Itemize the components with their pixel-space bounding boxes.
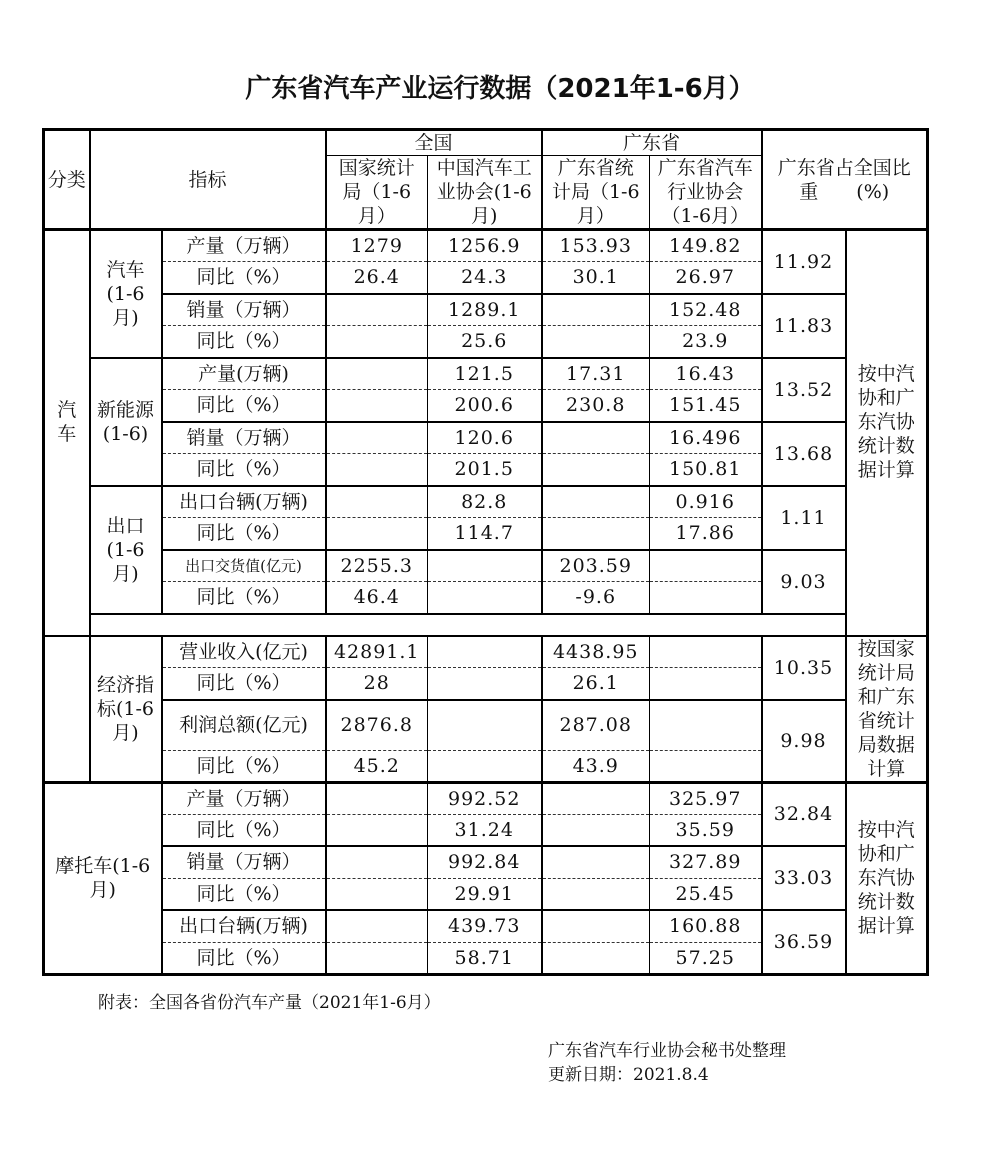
cell-gd-assoc xyxy=(650,550,762,582)
row-label: 出口台辆(万辆) xyxy=(162,486,326,518)
group-econ: 经济指标(1-6月) xyxy=(90,636,162,783)
cell-gd-stats xyxy=(542,814,650,846)
cell-caam: 24.3 xyxy=(428,262,542,294)
header-guangdong: 广东省 xyxy=(542,130,762,156)
row-label: 产量（万辆） xyxy=(162,230,326,262)
cell-caam xyxy=(428,700,542,751)
header-gd-assoc: 广东省汽车行业协会（1-6月） xyxy=(650,156,762,230)
cell-nbs xyxy=(326,878,428,910)
row-label: 出口交货值(亿元) xyxy=(162,550,326,582)
organization-credit: 广东省汽车行业协会秘书处整理 xyxy=(548,1041,786,1061)
row-label: 同比（%） xyxy=(162,326,326,358)
cell-nbs xyxy=(326,846,428,878)
cell-gd-stats xyxy=(542,486,650,518)
cell-gd-assoc: 325.97 xyxy=(650,782,762,814)
spacer-row xyxy=(90,614,846,636)
cell-nbs xyxy=(326,814,428,846)
cell-gd-assoc: 152.48 xyxy=(650,294,762,326)
cell-gd-assoc: 57.25 xyxy=(650,942,762,974)
document-title: 广东省汽车产业运行数据（2021年1-6月） xyxy=(245,74,755,104)
cell-gd-stats xyxy=(542,782,650,814)
cell-nbs xyxy=(326,782,428,814)
cell-caam: 201.5 xyxy=(428,454,542,486)
note-nbs-gd: 按国家统计局和广东省统计局数据计算 xyxy=(846,636,928,783)
row-label: 利润总额(亿元) xyxy=(162,700,326,751)
cell-caam: 31.24 xyxy=(428,814,542,846)
cell-gd-assoc: 150.81 xyxy=(650,454,762,486)
cell-share: 9.03 xyxy=(762,550,846,614)
row-label: 同比（%） xyxy=(162,942,326,974)
row-label: 同比（%） xyxy=(162,518,326,550)
cell-gd-stats xyxy=(542,910,650,942)
cell-share: 11.92 xyxy=(762,230,846,294)
cell-gd-stats: 203.59 xyxy=(542,550,650,582)
group-auto: 汽车 xyxy=(44,230,90,614)
cell-nbs: 2876.8 xyxy=(326,700,428,751)
cell-nbs: 42891.1 xyxy=(326,636,428,668)
group-export: 出口(1-6月) xyxy=(90,486,162,614)
cell-share: 33.03 xyxy=(762,846,846,910)
cell-share: 11.83 xyxy=(762,294,846,358)
cell-gd-assoc: 26.97 xyxy=(650,262,762,294)
cell-gd-stats xyxy=(542,454,650,486)
cell-nbs: 26.4 xyxy=(326,262,428,294)
cell-share: 32.84 xyxy=(762,782,846,846)
cell-gd-assoc: 16.43 xyxy=(650,358,762,390)
row-label: 同比（%） xyxy=(162,454,326,486)
header-category: 分类 xyxy=(44,130,90,230)
cell-caam: 114.7 xyxy=(428,518,542,550)
cell-gd-assoc: 16.496 xyxy=(650,422,762,454)
note-caam-gd: 按中汽协和广东汽协统计数据计算 xyxy=(857,363,915,482)
cell-share: 36.59 xyxy=(762,910,846,974)
row-label: 产量(万辆) xyxy=(162,358,326,390)
cell-nbs xyxy=(326,486,428,518)
cell-caam xyxy=(428,636,542,668)
cell-nbs: 45.2 xyxy=(326,750,428,782)
cell-gd-assoc: 23.9 xyxy=(650,326,762,358)
cell-caam xyxy=(428,582,542,614)
cell-nbs xyxy=(326,518,428,550)
cell-gd-assoc xyxy=(650,700,762,751)
cell-gd-stats: 230.8 xyxy=(542,390,650,422)
cell-nbs xyxy=(326,454,428,486)
row-label: 同比（%） xyxy=(162,390,326,422)
appendix-link[interactable]: 附表：全国各省份汽车产量（2021年1-6月） xyxy=(98,993,441,1013)
cell-caam xyxy=(428,668,542,700)
cell-gd-stats: 4438.95 xyxy=(542,636,650,668)
cell-gd-assoc: 160.88 xyxy=(650,910,762,942)
cell-caam: 58.71 xyxy=(428,942,542,974)
cell-nbs: 1279 xyxy=(326,230,428,262)
cell-share: 13.68 xyxy=(762,422,846,486)
note-moto: 按中汽协和广东汽协统计数据计算 xyxy=(857,819,915,937)
cell-nbs: 28 xyxy=(326,668,428,700)
cell-gd-assoc xyxy=(650,750,762,782)
cell-caam xyxy=(428,550,542,582)
cell-gd-stats xyxy=(542,942,650,974)
cell-caam: 1256.9 xyxy=(428,230,542,262)
header-share: 广东省占全国比重 (%) xyxy=(762,130,928,230)
cell-caam: 992.52 xyxy=(428,782,542,814)
cell-caam: 439.73 xyxy=(428,910,542,942)
cell-caam: 121.5 xyxy=(428,358,542,390)
cell-gd-stats xyxy=(542,326,650,358)
update-date: 更新日期：2021.8.4 xyxy=(548,1065,709,1085)
data-table-wrapper xyxy=(42,128,929,976)
row-label: 销量（万辆） xyxy=(162,294,326,326)
cell-gd-stats: 43.9 xyxy=(542,750,650,782)
row-label: 同比（%） xyxy=(162,262,326,294)
group-moto: 摩托车(1-6月) xyxy=(44,782,162,974)
cell-nbs xyxy=(326,326,428,358)
cell-caam: 1289.1 xyxy=(428,294,542,326)
cell-share: 10.35 xyxy=(762,636,846,700)
cell-gd-assoc: 35.59 xyxy=(650,814,762,846)
cell-caam: 25.6 xyxy=(428,326,542,358)
row-label: 营业收入(亿元) xyxy=(162,636,326,668)
cell-nbs xyxy=(326,910,428,942)
cell-caam: 200.6 xyxy=(428,390,542,422)
cell-gd-assoc: 0.916 xyxy=(650,486,762,518)
cell-caam: 82.8 xyxy=(428,486,542,518)
cell-nbs xyxy=(326,358,428,390)
auto-column-spacer xyxy=(44,614,90,636)
data-table xyxy=(42,128,929,976)
header-caam: 中国汽车工业协会(1-6月) xyxy=(428,156,542,230)
header-nbs: 国家统计局（1-6月） xyxy=(326,156,428,230)
row-label: 同比（%） xyxy=(162,582,326,614)
cell-caam: 120.6 xyxy=(428,422,542,454)
row-label: 同比（%） xyxy=(162,750,326,782)
cell-nbs: 46.4 xyxy=(326,582,428,614)
cell-share: 13.52 xyxy=(762,358,846,422)
cell-nbs xyxy=(326,942,428,974)
cell-gd-stats: 287.08 xyxy=(542,700,650,751)
cell-nbs xyxy=(326,422,428,454)
spacer-note xyxy=(846,614,928,636)
cell-gd-stats: 30.1 xyxy=(542,262,650,294)
cell-gd-assoc: 25.45 xyxy=(650,878,762,910)
cell-gd-assoc xyxy=(650,582,762,614)
cell-gd-stats: 26.1 xyxy=(542,668,650,700)
cell-gd-stats: 17.31 xyxy=(542,358,650,390)
cell-nbs xyxy=(326,294,428,326)
cell-gd-assoc: 17.86 xyxy=(650,518,762,550)
cell-nbs: 2255.3 xyxy=(326,550,428,582)
group-car: 汽车(1-6月) xyxy=(90,230,162,358)
header-gd-stats: 广东省统计局（1-6月） xyxy=(542,156,650,230)
row-label: 产量（万辆） xyxy=(162,782,326,814)
row-label: 同比（%） xyxy=(162,668,326,700)
cell-share: 1.11 xyxy=(762,486,846,550)
cell-gd-assoc xyxy=(650,636,762,668)
row-label: 同比（%） xyxy=(162,814,326,846)
cell-share: 9.98 xyxy=(762,700,846,783)
cell-gd-assoc: 149.82 xyxy=(650,230,762,262)
cell-gd-stats xyxy=(542,294,650,326)
cell-caam: 29.91 xyxy=(428,878,542,910)
cell-nbs xyxy=(326,390,428,422)
cell-gd-stats xyxy=(542,878,650,910)
cell-gd-assoc xyxy=(650,668,762,700)
row-label: 出口台辆(万辆) xyxy=(162,910,326,942)
cell-gd-assoc: 327.89 xyxy=(650,846,762,878)
cell-caam: 992.84 xyxy=(428,846,542,878)
row-label: 销量（万辆） xyxy=(162,422,326,454)
header-national: 全国 xyxy=(326,130,542,156)
cell-gd-stats xyxy=(542,846,650,878)
auto-column-econ xyxy=(44,636,90,783)
cell-gd-stats xyxy=(542,422,650,454)
cell-caam xyxy=(428,750,542,782)
cell-gd-stats: -9.6 xyxy=(542,582,650,614)
row-label: 销量（万辆） xyxy=(162,846,326,878)
cell-gd-stats xyxy=(542,518,650,550)
header-indicator: 指标 xyxy=(90,130,326,230)
row-label: 同比（%） xyxy=(162,878,326,910)
cell-gd-assoc: 151.45 xyxy=(650,390,762,422)
cell-gd-stats: 153.93 xyxy=(542,230,650,262)
group-nev: 新能源(1-6) xyxy=(90,358,162,486)
